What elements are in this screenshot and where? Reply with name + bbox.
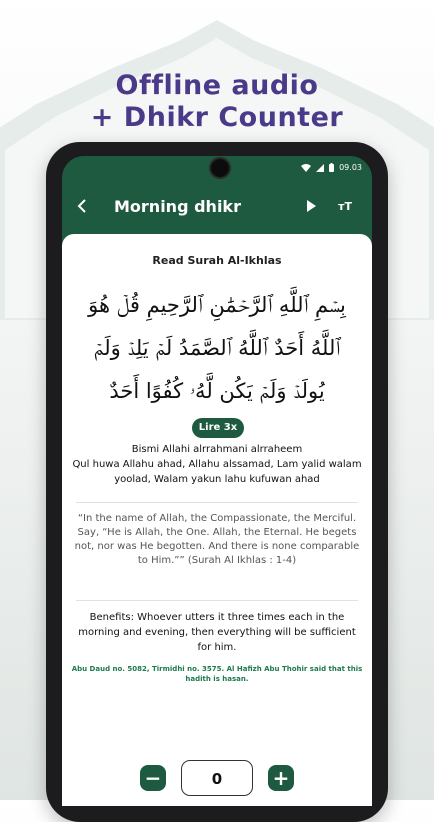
repeat-badge: Lire 3x xyxy=(192,418,244,438)
transliteration-line-1: Bismi Allahi alrrahmani alrraheem xyxy=(131,444,303,455)
benefits-text: Benefits: Whoever utters it three times each in the morning and evening, then everything will be sufficient for him. xyxy=(78,612,356,653)
transliteration xyxy=(70,442,364,487)
transliteration-line-2: Qul huwa Allahu ahad, Allahu alssamad, Lam yalid walam yoolad, Walam yakun lahu kufuwan ahad xyxy=(72,459,362,485)
battery-icon xyxy=(329,163,334,172)
page-title: Morning dhikr xyxy=(114,196,241,216)
status-icons xyxy=(301,163,362,172)
counter-value: 0 xyxy=(181,760,253,796)
back-button[interactable] xyxy=(76,196,104,216)
arabic-text: بِسۡمِ ٱللَّهِ ٱلرَّحۡمَٰنِ ٱلرَّحِيمِ قُلۡ هُوَ ٱللَّهُ أَحَدٌ ٱللَّهُ ٱلصَّمَدُ لَمۡ يَلِدۡ وَلَمۡ يُولَدۡ وَلَمۡ يَكُن لَّهُۥ كُفُوًا أَحَدٌ xyxy=(88,293,346,403)
front-camera xyxy=(209,157,231,179)
promo-line-1: Offline audio xyxy=(115,70,319,101)
play-button[interactable] xyxy=(307,200,316,212)
font-size-button[interactable]: тT xyxy=(338,199,352,213)
divider xyxy=(76,502,358,503)
decrement-button[interactable]: − xyxy=(140,765,166,791)
promo-title xyxy=(0,70,434,134)
increment-button[interactable]: + xyxy=(268,765,294,791)
signal-icon xyxy=(316,164,324,172)
translation-text: “In the name of Allah, the Compassionate, the Merciful. Say, “He is Allah, the One. Allah, the Eternal. He begets not, nor was He begotten. And there is none comparable to Him.”” (Surah Al Ikhlas : 1-4) xyxy=(74,513,360,566)
status-time: 09.03 xyxy=(339,163,362,172)
source-text: Abu Daud no. 5082, Tirmidhi no. 3575. Al Hafizh Abu Thohir said that this hadith is hasan. xyxy=(71,665,363,683)
dhikr-card xyxy=(62,234,372,806)
wifi-icon xyxy=(301,164,311,172)
dhikr-counter xyxy=(140,760,294,796)
status-bar xyxy=(62,156,372,182)
app-screen xyxy=(62,156,372,806)
divider xyxy=(76,600,358,601)
chevron-left-icon xyxy=(76,199,88,213)
app-bar xyxy=(62,184,372,228)
dhikr-heading: Read Surah Al-Ikhlas xyxy=(152,254,282,267)
promo-line-2: + Dhikr Counter xyxy=(90,102,344,133)
